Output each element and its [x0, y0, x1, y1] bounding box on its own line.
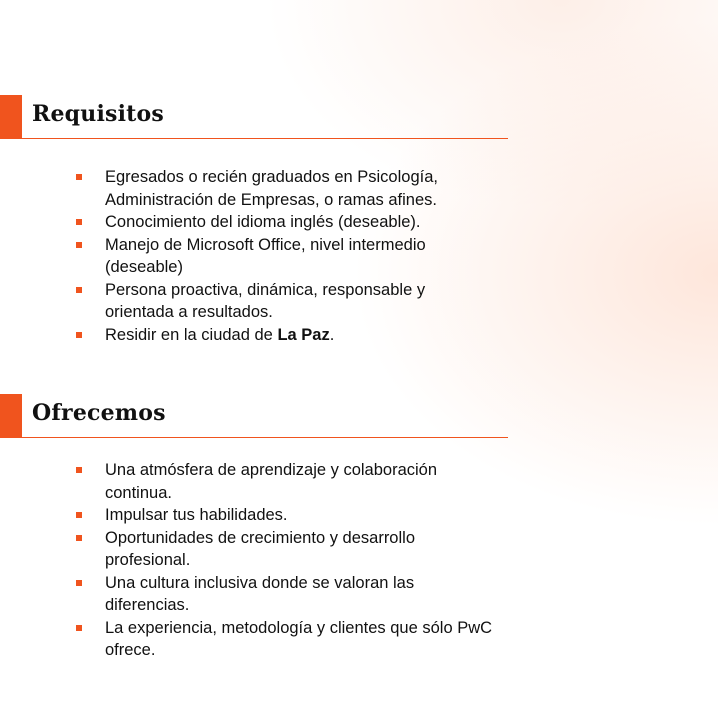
- list-item: [76, 211, 496, 234]
- square-bullet-icon: [76, 242, 82, 248]
- square-bullet-icon: [76, 580, 82, 586]
- list-item-text: Persona proactiva, dinámica, responsable y orientada a resultados.: [105, 280, 426, 321]
- list-item-text: Una cultura inclusiva donde se valoran las diferencias.: [105, 573, 415, 614]
- list-item-text-prefix: Residir en la ciudad de: [105, 325, 278, 344]
- ofrecemos-divider: [22, 437, 508, 438]
- list-item-text-suffix: .: [329, 325, 335, 344]
- square-bullet-icon: [76, 467, 82, 473]
- list-item: [76, 166, 496, 211]
- requisitos-list: [76, 166, 496, 346]
- list-item: [76, 617, 496, 662]
- list-item: [76, 459, 496, 504]
- list-item-text: Conocimiento del idioma inglés (deseable).: [105, 213, 421, 231]
- square-bullet-icon: [76, 287, 82, 293]
- list-item: [76, 234, 496, 279]
- requisitos-accent-bar: [0, 95, 22, 139]
- list-item-text: Oportunidades de crecimiento y desarrollo profesional.: [105, 528, 415, 569]
- square-bullet-icon: [76, 332, 82, 338]
- requisitos-divider: [22, 138, 508, 139]
- ofrecemos-accent-bar: [0, 394, 22, 438]
- square-bullet-icon: [76, 625, 82, 631]
- square-bullet-icon: [76, 174, 82, 180]
- city-name: La Paz: [277, 325, 330, 344]
- list-item: [76, 504, 496, 527]
- ofrecemos-title: Ofrecemos: [32, 400, 166, 426]
- ofrecemos-header: [0, 394, 508, 438]
- list-item: [76, 527, 496, 572]
- square-bullet-icon: [76, 535, 82, 541]
- requisitos-title: Requisitos: [32, 101, 164, 127]
- square-bullet-icon: [76, 512, 82, 518]
- list-item-text: Impulsar tus habilidades.: [105, 506, 288, 524]
- requisitos-header: [0, 95, 508, 139]
- list-item-text: Manejo de Microsoft Office, nivel intermedio (deseable): [105, 235, 426, 276]
- list-item: [76, 572, 496, 617]
- list-item-text: La experiencia, metodología y clientes que sólo PwC ofrece.: [105, 618, 493, 659]
- list-item-text: Egresados o recién graduados en Psicología, Administración de Empresas, o ramas afines.: [105, 168, 438, 209]
- list-item-text: Una atmósfera de aprendizaje y colaboración continua.: [105, 461, 438, 502]
- list-item: [76, 279, 496, 324]
- ofrecemos-list: [76, 459, 496, 662]
- square-bullet-icon: [76, 219, 82, 225]
- list-item: [76, 324, 496, 347]
